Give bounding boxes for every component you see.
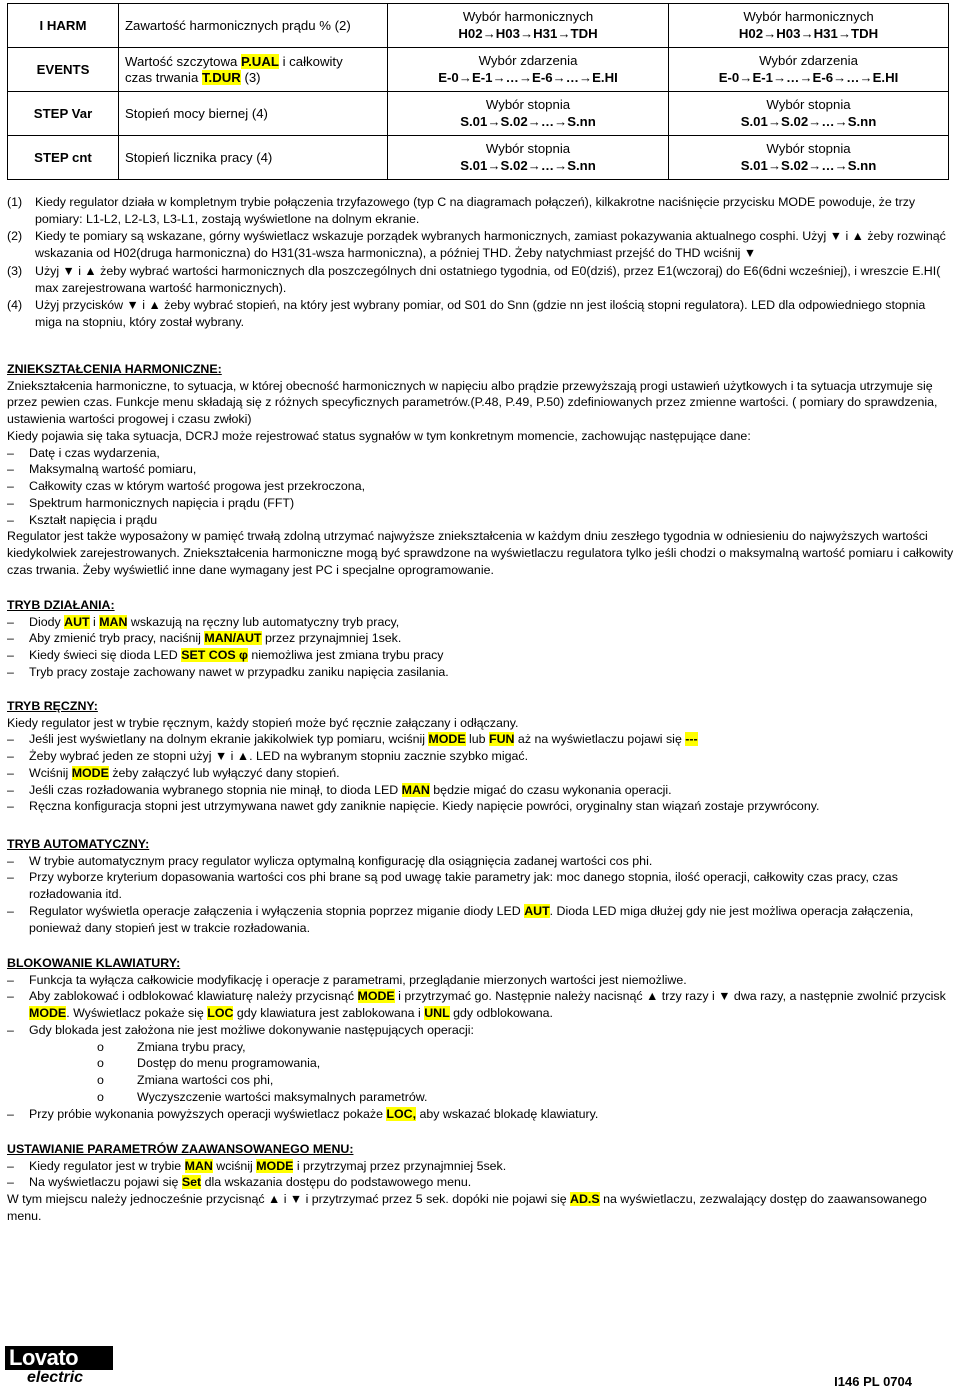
section-harmonic-distortion (7, 361, 957, 579)
table-row (8, 48, 949, 92)
footnotes (7, 194, 952, 332)
section-title: TRYB DZIAŁANIA: (7, 598, 115, 612)
bullet-list (7, 853, 957, 937)
list-item: – Jeśli jest wyświetlany na dolnym ekranie jakikolwiek typ pomiaru, wciśnij MODE lub FUN aż na wyświetlaczu pojawi się --- (7, 731, 957, 748)
footnote: (3) Użyj ▼ i ▲ żeby wybrać wartości harmonicznych dla poszczególnych dni ostatniego tygodnia, od E0(dziś), przez E1(wczoraj) do E6(6dni wcześniej), i wreszcie E.HI( max zarejestrowana wartość harmonicznych). (7, 263, 941, 295)
list-item: o Zmiana trybu pracy, (97, 1039, 957, 1056)
footnote: (4) Użyj przycisków ▼ i ▲ żeby wybrać stopień, na który jest wybrany pomiar, od S01 do Snn (gdzie nn jest ilością stopni regulatora). LED dla odpowiedniego stopnia miga na stopniu, który został wybrany. (7, 298, 926, 330)
selection-cell: Wybór zdarzenia E-0→E-1→…→E-6→…→E.HI (669, 48, 949, 92)
document-code: I146 PL 0704 (834, 1374, 912, 1389)
sub-list (97, 1039, 957, 1106)
list-item: o Wyczyszczenie wartości maksymalnych parametrów. (97, 1089, 957, 1106)
selection-cell: Wybór harmonicznych H02→H03→H31→TDH (388, 4, 669, 48)
section-title: ZNIEKSZTAŁCENIA HARMONICZNE: (7, 362, 222, 376)
section-title: TRYB AUTOMATYCZNY: (7, 837, 150, 851)
row-label: I HARM (8, 4, 119, 48)
section-advanced-menu (7, 1141, 957, 1225)
list-item: – Aby zablokować i odblokować klawiaturę należy przycisnąć MODE i przytrzymać go. Następnie należy nacisnąć ▲ trzy razy i ▼ dwa razy, a następnie zwolnić przycisk MODE. Wyświetlacz pokaże się LOC gdy klawiatura jest zablokowana i UNL gdy odblokowana. (7, 988, 957, 1021)
list-item: – Przy próbie wykonania powyższych operacji wyświetlacz pokaże LOC, aby wskazać blokadę klawiatury. (7, 1106, 957, 1123)
bullet-list (7, 731, 957, 815)
list-item: – Funkcja ta wyłącza całkowicie modyfikację i operacje z parametrami, przeglądanie mierzonych wartości jest niemożliwe. (7, 972, 957, 989)
paragraph: Zniekształcenia harmoniczne, to sytuacja, w której obecność harmonicznych w napięciu albo prądzie przewyższają progi ustawień użytkowych i ta sytuacja utrzymuje się przez pewien czas. Funkcje menu składają się z różnych specyficznych parametrów.(P.48, P.49, P.50) zdefiniowanych przez zmienne wartości. ( pomiary do sprawdzenia, ustawienia wartości progowej i czasu zwłoki) (7, 378, 938, 427)
selection-cell: Wybór harmonicznych H02→H03→H31→TDH (669, 4, 949, 48)
row-description: Stopień mocy biernej (4) (119, 92, 388, 136)
section-automatic-mode (7, 836, 957, 936)
list-item: – Regulator wyświetla operacje załączenia i wyłączenia stopnia poprzez miganie diody LED AUT. Dioda LED miga dłużej gdy nie jest możliwa operacja załączenia, ponieważ dany stopień jest w trakcie rozładowania. (7, 903, 957, 936)
bullet-list (7, 614, 957, 681)
section-operating-mode (7, 597, 957, 681)
table-row (8, 136, 949, 180)
selection-cell: Wybór zdarzenia E-0→E-1→…→E-6→…→E.HI (388, 48, 669, 92)
selection-cell: Wybór stopnia S.01→S.02→…→S.nn (669, 136, 949, 180)
list-item: – Spektrum harmonicznych napięcia i prądu (FFT) (7, 495, 957, 512)
selection-cell: Wybór stopnia S.01→S.02→…→S.nn (388, 92, 669, 136)
table-row (8, 92, 949, 136)
lovato-logo: Lovato electric (5, 1346, 113, 1388)
list-item: – Datę i czas wydarzenia, (7, 445, 957, 462)
list-item: – Całkowity czas w którym wartość progowa jest przekroczona, (7, 478, 957, 495)
list-item: – Maksymalną wartość pomiaru, (7, 461, 957, 478)
list-item: – Gdy blokada jest założona nie jest możliwe dokonywanie następujących operacji: (7, 1022, 957, 1039)
list-item: – Na wyświetlaczu pojawi się Set dla wskazania dostępu do podstawowego menu. (7, 1174, 957, 1191)
list-item: o Zmiana wartości cos phi, (97, 1072, 957, 1089)
section-title: TRYB RĘCZNY: (7, 699, 98, 713)
list-item: – Ręczna konfiguracja stopni jest utrzymywana nawet gdy zaniknie napięcie. Kiedy napięcie powróci, oryginalny stan wiązań zostaje przywrócony. (7, 798, 957, 815)
table-row (8, 4, 949, 48)
selection-cell: Wybór stopnia S.01→S.02→…→S.nn (669, 92, 949, 136)
paragraph: Kiedy regulator jest w trybie ręcznym, każdy stopień może być ręcznie załączany i odłączany. (7, 715, 519, 730)
section-title: USTAWIANIE PARAMETRÓW ZAAWANSOWANEGO MENU: (7, 1142, 354, 1156)
list-item: – Żeby wybrać jeden ze stopni użyj ▼ i ▲. LED na wybranym stopniu zacznie szybko migać. (7, 748, 957, 765)
list-item: – Tryb pracy zostaje zachowany nawet w przypadku zaniku napięcia zasilania. (7, 664, 957, 681)
bullet-list (7, 972, 957, 1039)
section-manual-mode (7, 698, 957, 815)
display-table (7, 3, 949, 180)
list-item: o Dostęp do menu programowania, (97, 1055, 957, 1072)
list-item: – Aby zmienić tryb pracy, naciśnij MAN/AUT przez przynajmniej 1sek. (7, 630, 957, 647)
list-item: – Kształt napięcia i prądu (7, 512, 957, 529)
row-label: EVENTS (8, 48, 119, 92)
row-label: STEP cnt (8, 136, 119, 180)
list-item: – Diody AUT i MAN wskazują na ręczny lub automatyczny tryb pracy, (7, 614, 957, 631)
row-description: Zawartość harmonicznych prądu % (2) (119, 4, 388, 48)
row-description: Wartość szczytowa P.UAL i całkowity czas trwania T.DUR (3) (119, 48, 388, 92)
row-label: STEP Var (8, 92, 119, 136)
list-item: – Przy wyborze kryterium dopasowania wartości cos phi brane są pod uwagę takie parametry jak: moc danego stopnia, ilość operacji, całkowity czas pracy, czas rozładowania itd. (7, 869, 957, 902)
selection-cell: Wybór stopnia S.01→S.02→…→S.nn (388, 136, 669, 180)
list-item: – Jeśli czas rozładowania wybranego stopnia nie minął, to dioda LED MAN będzie migać do czasu wykonania operacji. (7, 782, 957, 799)
section-title: BLOKOWANIE KLAWIATURY: (7, 956, 181, 970)
list-item: – W trybie automatycznym pracy regulator wylicza optymalną konfigurację dla osiągnięcia zadanej wartości cos phi. (7, 853, 957, 870)
list-item: – Kiedy regulator jest w trybie MAN wciśnij MODE i przytrzymaj przez przynajmniej 5sek. (7, 1158, 957, 1175)
paragraph: W tym miejscu należy jednocześnie przycisnąć ▲ i ▼ i przytrzymać przez 5 sek. dopóki nie pojawi się AD.S na wyświetlaczu, zezwalający dostęp do zaawansowanego menu. (7, 1192, 927, 1223)
list-item: – Kiedy świeci się dioda LED SET COS φ niemożliwa jest zmiana trybu pracy (7, 647, 957, 664)
paragraph: Regulator jest także wyposażony w pamięć trwałą zdolną utrzymać najwyższe zniekształcenia w każdym dniu zeszłego tygodnia w odniesieniu do najwyższych wartości kiedykolwiek zarejestrowanych. Zniekształcenia harmoniczne mogą być sprawdzone na wyświetlaczu regulatora tylko jeśli chodzi o maksymalną wartość pomiaru i całkowity czas trwania. Żeby wyświetlić inne dane wymagany jest PC i specjalne oprogramowanie. (7, 529, 954, 577)
footnote: (2) Kiedy te pomiary są wskazane, górny wyświetlacz wskazuje porządek wybranych harmonicznych, zamiast pokazywania aktualnego cosphi. Użyj ▼ i ▲ żeby rozwinąć wskazania od H02(druga harmoniczna) do H31(31-wsza harmoniczna), a później THD. Żeby natychmiast przejść do THD wciśnij ▼ (7, 229, 946, 261)
paragraph: Kiedy pojawia się taka sytuacja, DCRJ może rejestrować status sygnałów w tym konkretnym momencie, zachowując następujące dane: (7, 428, 751, 443)
list-item: – Wciśnij MODE żeby załączyć lub wyłączyć dany stopień. (7, 765, 957, 782)
footnote: (1) Kiedy regulator działa w kompletnym trybie połączenia trzyfazowego (typ C na diagramach połączeń), kilkakrotne naciśnięcie przycisku MODE powoduje, że trzy pomiary: L1-L2, L2-L3, L3-L1, zostają wyświetlone na dolnym ekranie. (7, 195, 916, 226)
bullet-list (7, 1158, 957, 1191)
row-description: Stopień licznika pracy (4) (119, 136, 388, 180)
section-keyboard-lock (7, 955, 957, 1122)
bullet-list (7, 1106, 957, 1123)
bullet-list (7, 445, 957, 529)
